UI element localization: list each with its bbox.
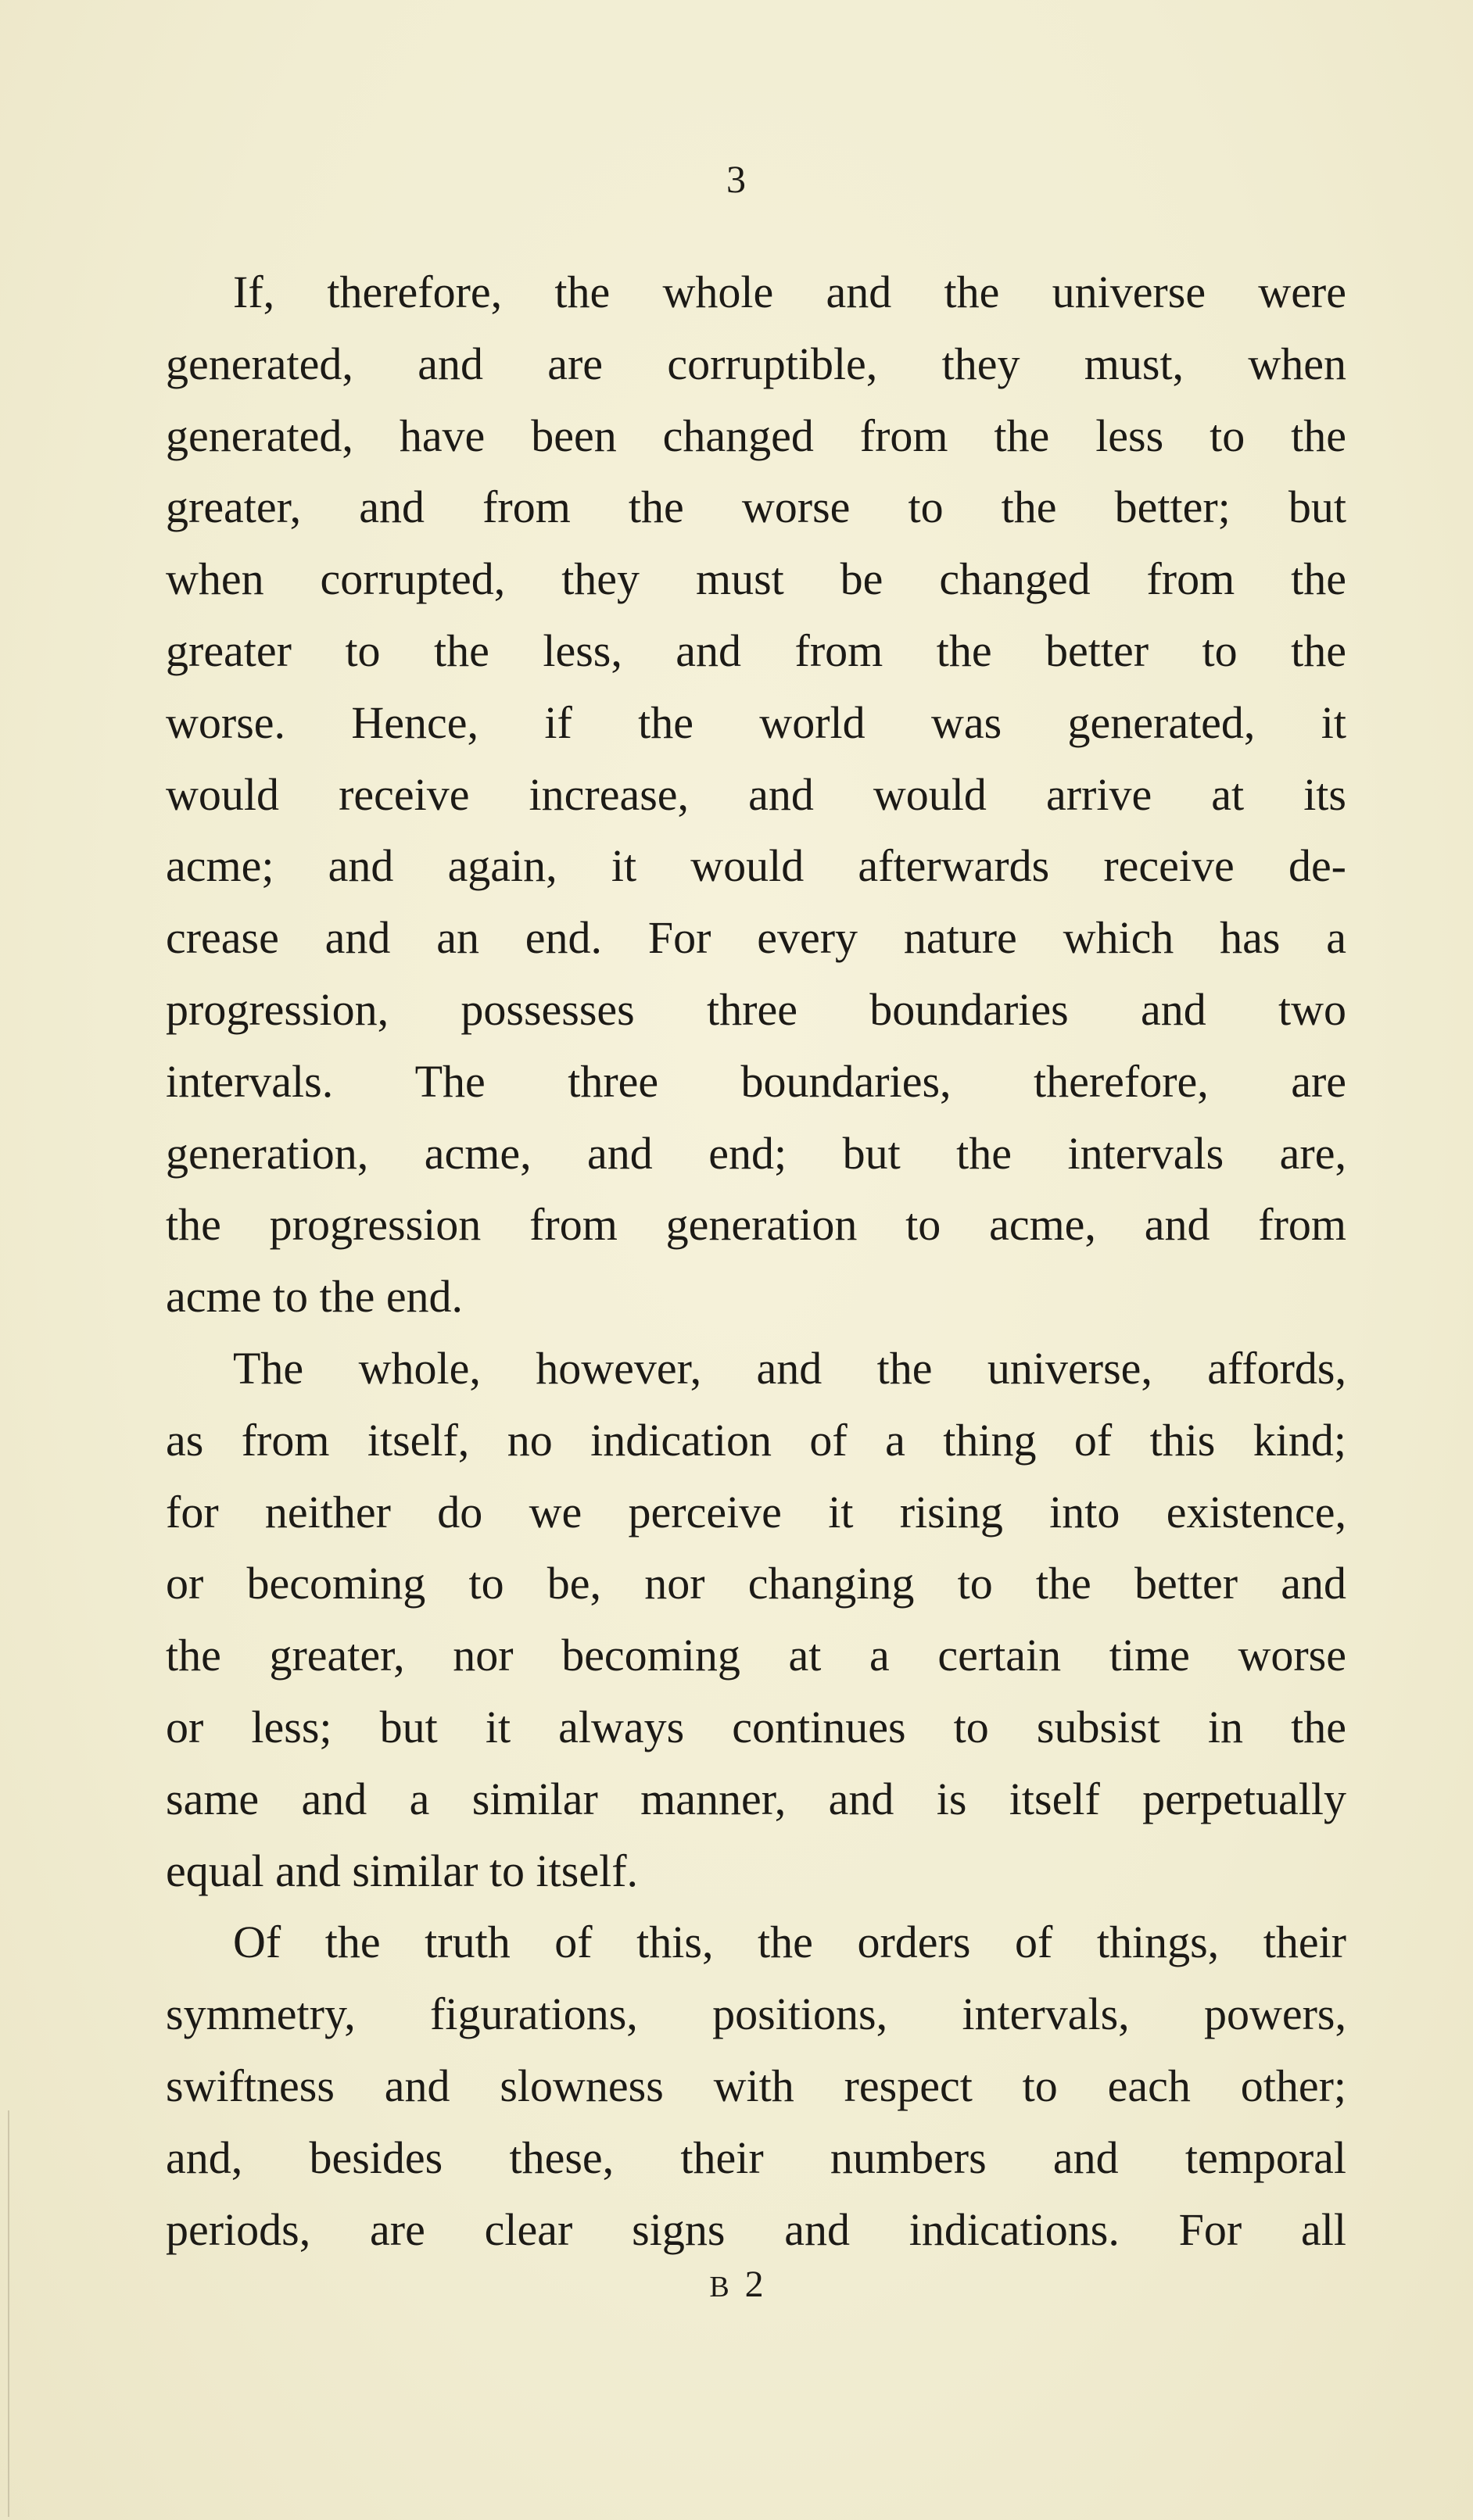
text-line: as from itself, no indication of a thing of this kind; (166, 1414, 1346, 1466)
text-line: worse. Hence, if the world was generated, it (166, 696, 1346, 748)
text-line: when corrupted, they must be changed from the (166, 553, 1346, 605)
text-line: crease and an end. For every nature which has a (166, 912, 1346, 964)
text-line: generated, and are corruptible, they must, when (166, 338, 1346, 389)
text-line: generated, have been changed from the less to the (166, 410, 1346, 461)
signature-mark (0, 2263, 1473, 2306)
text-line: The whole, however, and the universe, affords, (233, 1342, 1346, 1394)
text-line: acme to the end. (166, 1271, 464, 1323)
paragraph-2 (166, 1333, 1346, 1906)
paragraph-1 (166, 256, 1346, 1333)
text-line: or becoming to be, nor changing to the better and (166, 1558, 1346, 1609)
text-line: or less; but it always continues to subsist in the (166, 1701, 1346, 1752)
text-line: greater, and from the worse to the better; but (166, 481, 1346, 533)
text-line: the greater, nor becoming at a certain time worse (166, 1630, 1346, 1681)
text-line: generation, acme, and end; but the intervals are, (166, 1127, 1346, 1179)
text-line: for neither do we perceive it rising into existence, (166, 1486, 1346, 1537)
text-line: equal and similar to itself. (166, 1845, 639, 1896)
text-line: Of the truth of this, the orders of things, their (233, 1917, 1346, 1968)
text-line: the progression from generation to acme, and from (166, 1199, 1346, 1251)
text-line: acme; and again, it would afterwards receive de- (166, 840, 1346, 892)
page-number: 3 (726, 157, 747, 201)
text-line: If, therefore, the whole and the universe were (233, 267, 1346, 317)
page-edge-line (8, 2110, 9, 2517)
text-line: greater to the less, and from the better to the (166, 625, 1346, 676)
text-line: symmetry, figurations, positions, intervals, powers, (166, 1988, 1346, 2040)
text-line: and, besides these, their numbers and temporal (166, 2132, 1346, 2183)
text-line: periods, are clear signs and indications. For all (166, 2203, 1346, 2255)
text-line: would receive increase, and would arrive at its (166, 768, 1346, 820)
text-line: progression, possesses three boundaries and two (166, 983, 1346, 1035)
text-line: swiftness and slowness with respect to each other; (166, 2060, 1346, 2111)
text-line: intervals. The three boundaries, therefore, are (166, 1055, 1346, 1107)
text-line: same and a similar manner, and is itself perpetually (166, 1773, 1346, 1824)
signature-letter: B (709, 2271, 731, 2303)
signature-number: 2 (744, 2264, 764, 2305)
paragraph-3 (166, 1906, 1346, 2265)
body-text (166, 256, 1346, 2265)
